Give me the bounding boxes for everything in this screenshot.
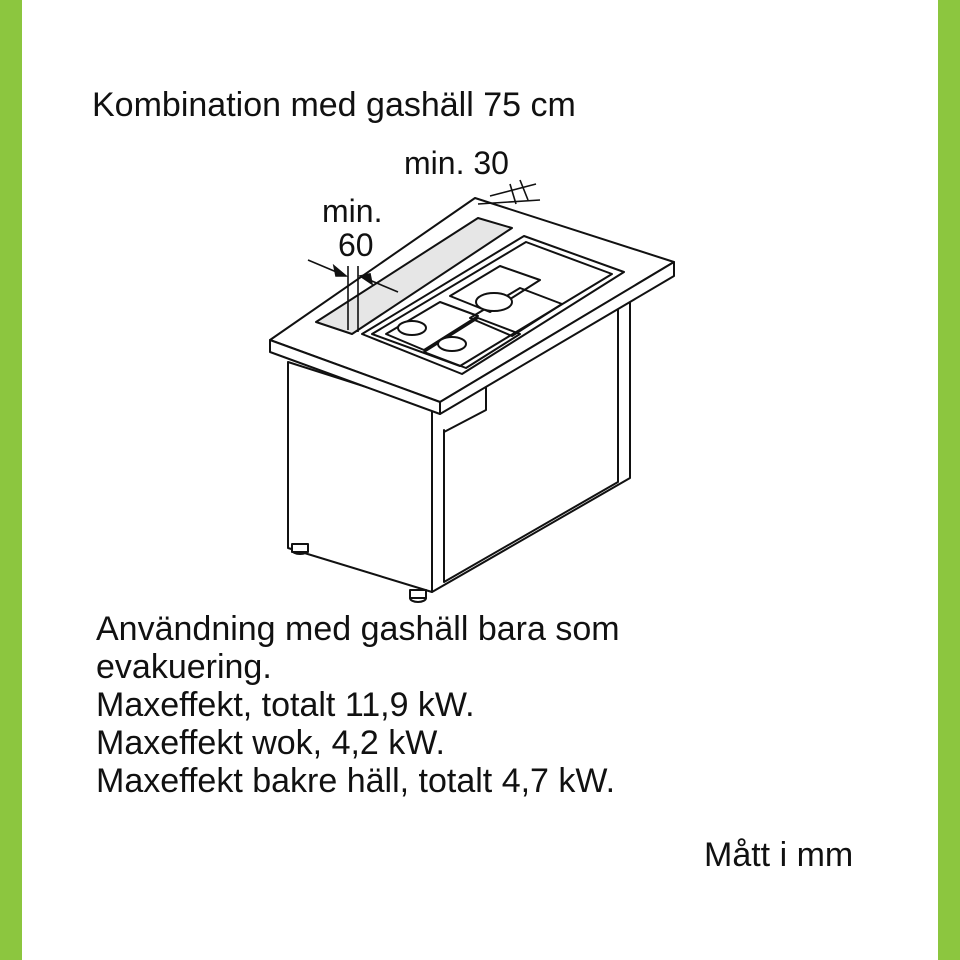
note-line: Användning med gashäll bara som (96, 610, 620, 648)
burner-front-left (398, 321, 426, 335)
notes-block (96, 610, 620, 800)
side-gap-label-line1: min. (322, 193, 383, 229)
cabinet-leg-foot (410, 590, 426, 598)
units-label: Mått i mm (704, 836, 854, 874)
diagram-title: Kombination med gashäll 75 cm (92, 86, 576, 124)
dimension-top-gap (478, 180, 540, 204)
burner-front-right (438, 337, 466, 351)
note-line: Maxeffekt bakre häll, totalt 4,7 kW. (96, 762, 616, 800)
burner-wok (476, 293, 512, 311)
side-gap-label-line2: 60 (338, 227, 374, 263)
cabinet-leg-foot (292, 544, 308, 552)
note-line: evakuering. (96, 648, 272, 686)
note-line: Maxeffekt, totalt 11,9 kW. (96, 686, 475, 724)
top-gap-label: min. 30 (404, 145, 509, 181)
note-line: Maxeffekt wok, 4,2 kW. (96, 724, 445, 762)
